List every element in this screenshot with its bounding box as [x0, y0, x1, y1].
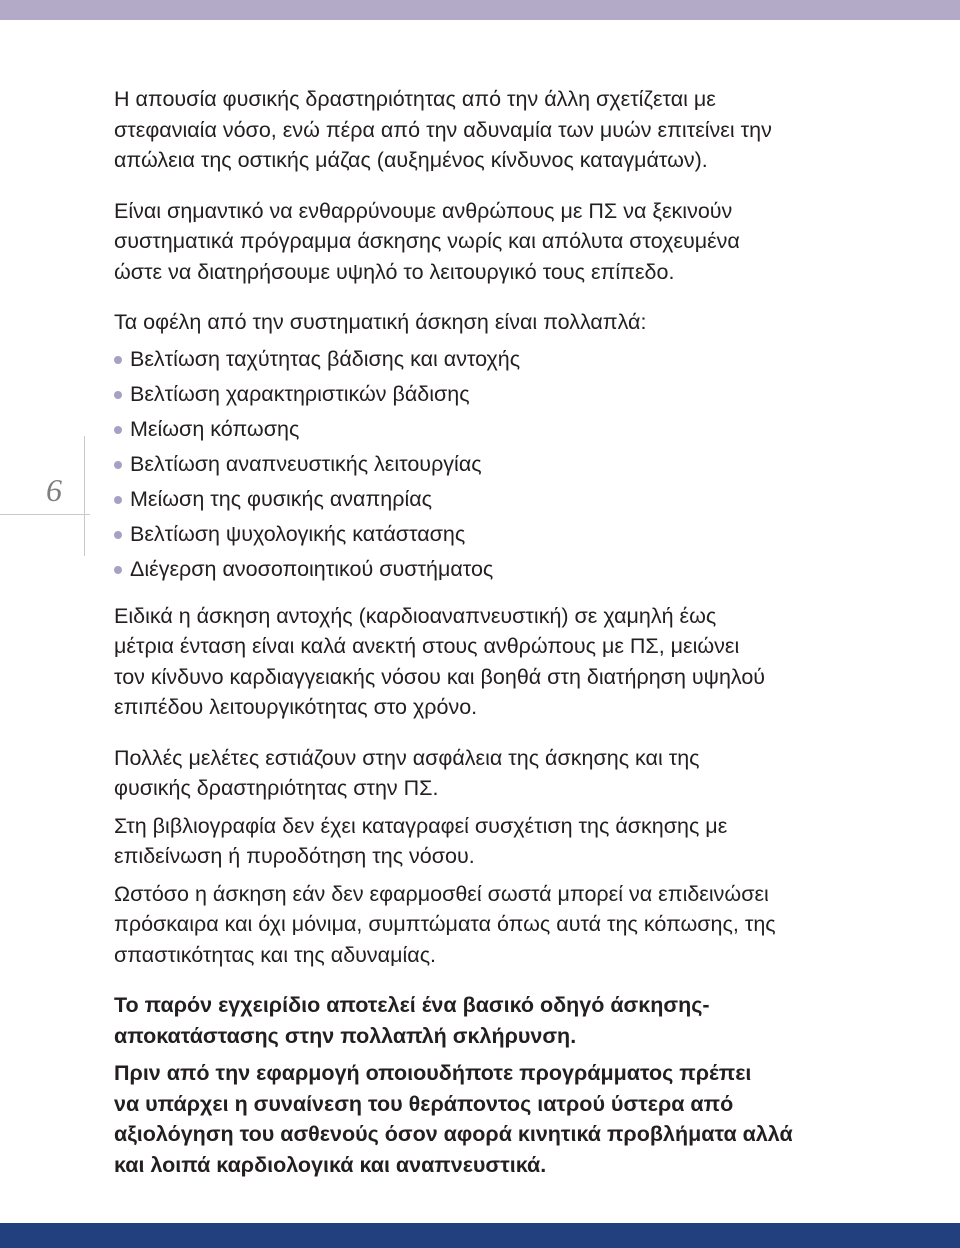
paragraph-endurance [114, 601, 854, 723]
bullet-icon [114, 461, 122, 469]
paragraph-caution [114, 879, 854, 971]
text-line: απώλεια της οστικής μάζας (αυξημένος κίνδυνος καταγμάτων). [114, 148, 708, 172]
paragraph-handbook-note [114, 990, 854, 1051]
page-number: 6 [46, 472, 62, 508]
text-line: Ειδικά η άσκηση αντοχής (καρδιοαναπνευστική) σε χαμηλή έως [114, 603, 717, 628]
text-line: μέτρια ένταση είναι καλά ανεκτή στους ανθρώπους με ΠΣ, μειώνει [114, 634, 740, 658]
bullet-icon [114, 391, 122, 399]
paragraph-literature [114, 811, 854, 872]
paragraph-inactivity [114, 84, 854, 176]
text-line: και λοιπά καρδιολογικά και αναπνευστικά. [114, 1152, 547, 1177]
text-line: Είναι σημαντικό να ενθαρρύνουμε ανθρώπους με ΠΣ να ξεκινούν [114, 198, 733, 223]
bullet-icon [114, 426, 122, 434]
text-line: σπαστικότητας και της αδυναμίας. [114, 942, 437, 967]
list-item-label: Διέγερση ανοσοποιητικού συστήματος [130, 556, 494, 581]
text-line: Πολλές μελέτες εστιάζουν στην ασφάλεια της άσκησης και της [114, 745, 700, 770]
list-item-label: Μείωση της φυσικής αναπηρίας [130, 486, 433, 511]
benefits-intro: Τα οφέλη από την συστηματική άσκηση είναι πολλαπλά: [114, 310, 647, 334]
list-item [114, 482, 854, 517]
text-line: Στη βιβλιογραφία δεν έχει καταγραφεί συσχέτιση της άσκησης με [114, 813, 728, 838]
list-item-label: Βελτίωση αναπνευστικής λειτουργίας [130, 451, 482, 476]
list-item [114, 342, 854, 377]
text-line: φυσικής δραστηριότητας στην ΠΣ. [114, 776, 439, 800]
text-line: στεφανιαία νόσο, ενώ πέρα από την αδυναμία των μυών επιτείνει την [114, 117, 772, 142]
text-line: πρόσκαιρα και όχι μόνιμα, συμπτώματα όπως αυτά της κόπωσης, της [114, 912, 776, 936]
text-line: Πριν από την εφαρμογή οποιουδήποτε προγράμματος πρέπει [114, 1061, 752, 1085]
page-marker-horizontal-rule [0, 514, 90, 515]
list-item [114, 517, 854, 552]
list-item-label: Βελτίωση ψυχολογικής κατάστασης [130, 521, 466, 546]
paragraph-studies [114, 743, 854, 804]
paragraph-encourage [114, 196, 854, 288]
bullet-icon [114, 356, 122, 364]
list-item [114, 377, 854, 412]
text-line: Το παρόν εγχειρίδιο αποτελεί ένα βασικό οδηγό άσκησης- [114, 993, 710, 1017]
page-marker-vertical-rule [84, 436, 85, 556]
text-line: επιδείνωση ή πυροδότηση της νόσου. [114, 844, 475, 868]
list-item [114, 412, 854, 447]
paragraph-physician-consent [114, 1058, 854, 1180]
list-item [114, 552, 854, 587]
list-item [114, 447, 854, 482]
bullet-icon [114, 566, 122, 574]
top-color-band [0, 0, 960, 20]
text-line: να υπάρχει η συναίνεση του θεράποντος ιατρού ύστερα από [114, 1091, 734, 1116]
text-line: τον κίνδυνο καρδιαγγειακής νόσου και βοηθά στη διατήρηση υψηλού [114, 664, 766, 689]
list-item-label: Βελτίωση ταχύτητας βάδισης και αντοχής [130, 346, 521, 371]
text-line: ώστε να διατηρήσουμε υψηλό το λειτουργικό τους επίπεδο. [114, 259, 675, 284]
text-line: συστηματικά πρόγραμμα άσκησης νωρίς και απόλυτα στοχευμένα [114, 229, 740, 253]
text-line: επιπέδου λειτουργικότητας στο χρόνο. [114, 695, 478, 719]
text-line: αξιολόγηση του ασθενούς όσον αφορά κινητικά προβλήματα αλλά [114, 1122, 793, 1146]
bullet-icon [114, 496, 122, 504]
benefits-list [114, 342, 854, 587]
list-item-label: Μείωση κόπωσης [130, 416, 300, 441]
bottom-color-band [0, 1223, 960, 1248]
list-item-label: Βελτίωση χαρακτηριστικών βάδισης [130, 381, 470, 406]
text-line: αποκατάστασης στην πολλαπλή σκλήρυνση. [114, 1023, 577, 1048]
text-line: Η απουσία φυσικής δραστηριότητας από την άλλη σχετίζεται με [114, 87, 716, 111]
bullet-icon [114, 531, 122, 539]
page-content [114, 84, 854, 1180]
text-line: Ωστόσο η άσκηση εάν δεν εφαρμοσθεί σωστά μπορεί να επιδεινώσει [114, 881, 769, 906]
